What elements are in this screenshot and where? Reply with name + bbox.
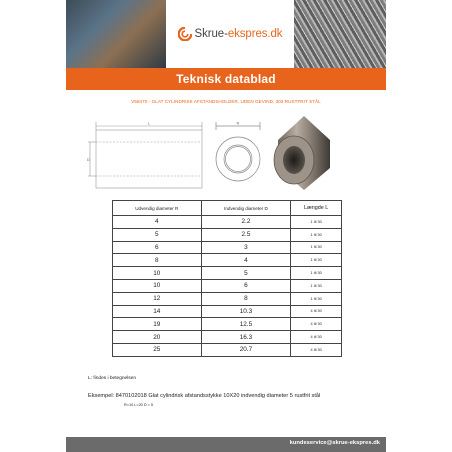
table-row — [113, 228, 342, 241]
table-row — [113, 318, 342, 331]
cell-length: 1 til 30 — [291, 254, 342, 267]
cell-inner: 6 — [201, 279, 291, 292]
cell-inner: 2.5 — [201, 228, 291, 241]
table-row — [113, 305, 342, 318]
cell-length: 4 til 30 — [291, 305, 342, 318]
cell-length: 4 til 30 — [291, 343, 342, 356]
dim-diameter-label: D — [87, 157, 90, 162]
cell-inner: 8 — [201, 292, 291, 305]
cell-outer: 6 — [113, 241, 202, 254]
cell-length: 4 til 30 — [291, 318, 342, 331]
end-view — [216, 122, 260, 181]
product-subtitle: V58470 - GLAT CYLINDRISK AFSTANDSHOLDER, UDEN GEVIND, 303 RUSTFRIT STÅL — [131, 99, 321, 104]
dim-length-label: L — [147, 120, 151, 126]
cell-outer: 5 — [113, 228, 202, 241]
cell-inner: 4 — [201, 254, 291, 267]
table-row — [113, 216, 342, 229]
cell-outer: 10 — [113, 267, 202, 280]
logo — [166, 0, 294, 68]
dim-outer-label: R — [236, 120, 240, 126]
cell-outer: 10 — [113, 279, 202, 292]
cell-inner: 20.7 — [201, 343, 291, 356]
length-note: L: findes i betegnelsen — [88, 376, 137, 381]
spacer-photo — [270, 110, 334, 192]
cell-outer: 12 — [113, 292, 202, 305]
cell-inner: 12.5 — [201, 318, 291, 331]
col-header-outer-diameter: Udvendig diameter R — [113, 201, 202, 216]
example-text: Eksempel: 8470102018 Glat cylindrisk afstandsstykke 10X20 indvendig diameter 5 rustfrit stål — [88, 393, 321, 399]
table-header-row — [113, 201, 342, 216]
cell-outer: 19 — [113, 318, 202, 331]
datasheet-page — [66, 0, 386, 452]
table-row — [113, 267, 342, 280]
table-row — [113, 254, 342, 267]
cell-length: 4 til 30 — [291, 331, 342, 344]
title-banner — [66, 68, 386, 90]
cell-outer: 14 — [113, 305, 202, 318]
banner-title: Teknisk datablad — [176, 72, 276, 86]
table-row — [113, 279, 342, 292]
header-photo-tools — [66, 0, 166, 68]
cell-length: 1 til 30 — [291, 292, 342, 305]
cell-length: 1 til 30 — [291, 228, 342, 241]
cell-inner: 5 — [201, 267, 291, 280]
cell-length: 1 til 30 — [291, 279, 342, 292]
cell-outer: 4 — [113, 216, 202, 229]
table-row — [113, 292, 342, 305]
logo-icon — [178, 27, 192, 41]
footer — [66, 437, 386, 452]
header — [66, 0, 386, 68]
cell-inner: 16.3 — [201, 331, 291, 344]
example-values: R=10 L=20 D = 5 — [124, 403, 154, 407]
logo-name: Skrue- — [194, 28, 228, 40]
side-view — [88, 122, 202, 188]
col-header-length: Længde L — [291, 201, 342, 216]
logo-text — [195, 28, 283, 40]
cell-length: 1 til 30 — [291, 216, 342, 229]
table-row — [113, 343, 342, 356]
cell-inner: 3 — [201, 241, 291, 254]
logo-accent: ekspres.dk — [227, 28, 283, 40]
cell-outer: 25 — [113, 343, 202, 356]
col-header-inner-diameter: Indvendig diameter D — [201, 201, 291, 216]
technical-drawing — [86, 118, 286, 196]
footer-email[interactable]: kundeservice@skrue-ekspres.dk — [289, 440, 380, 446]
spec-table — [112, 200, 342, 357]
cell-inner: 2.2 — [201, 216, 291, 229]
table-row — [113, 241, 342, 254]
cell-length: 1 til 30 — [291, 241, 342, 254]
table-row — [113, 331, 342, 344]
cell-outer: 20 — [113, 331, 202, 344]
cell-length: 1 til 30 — [291, 267, 342, 280]
cell-outer: 8 — [113, 254, 202, 267]
cell-inner: 10.3 — [201, 305, 291, 318]
header-photo-screws — [294, 0, 386, 68]
